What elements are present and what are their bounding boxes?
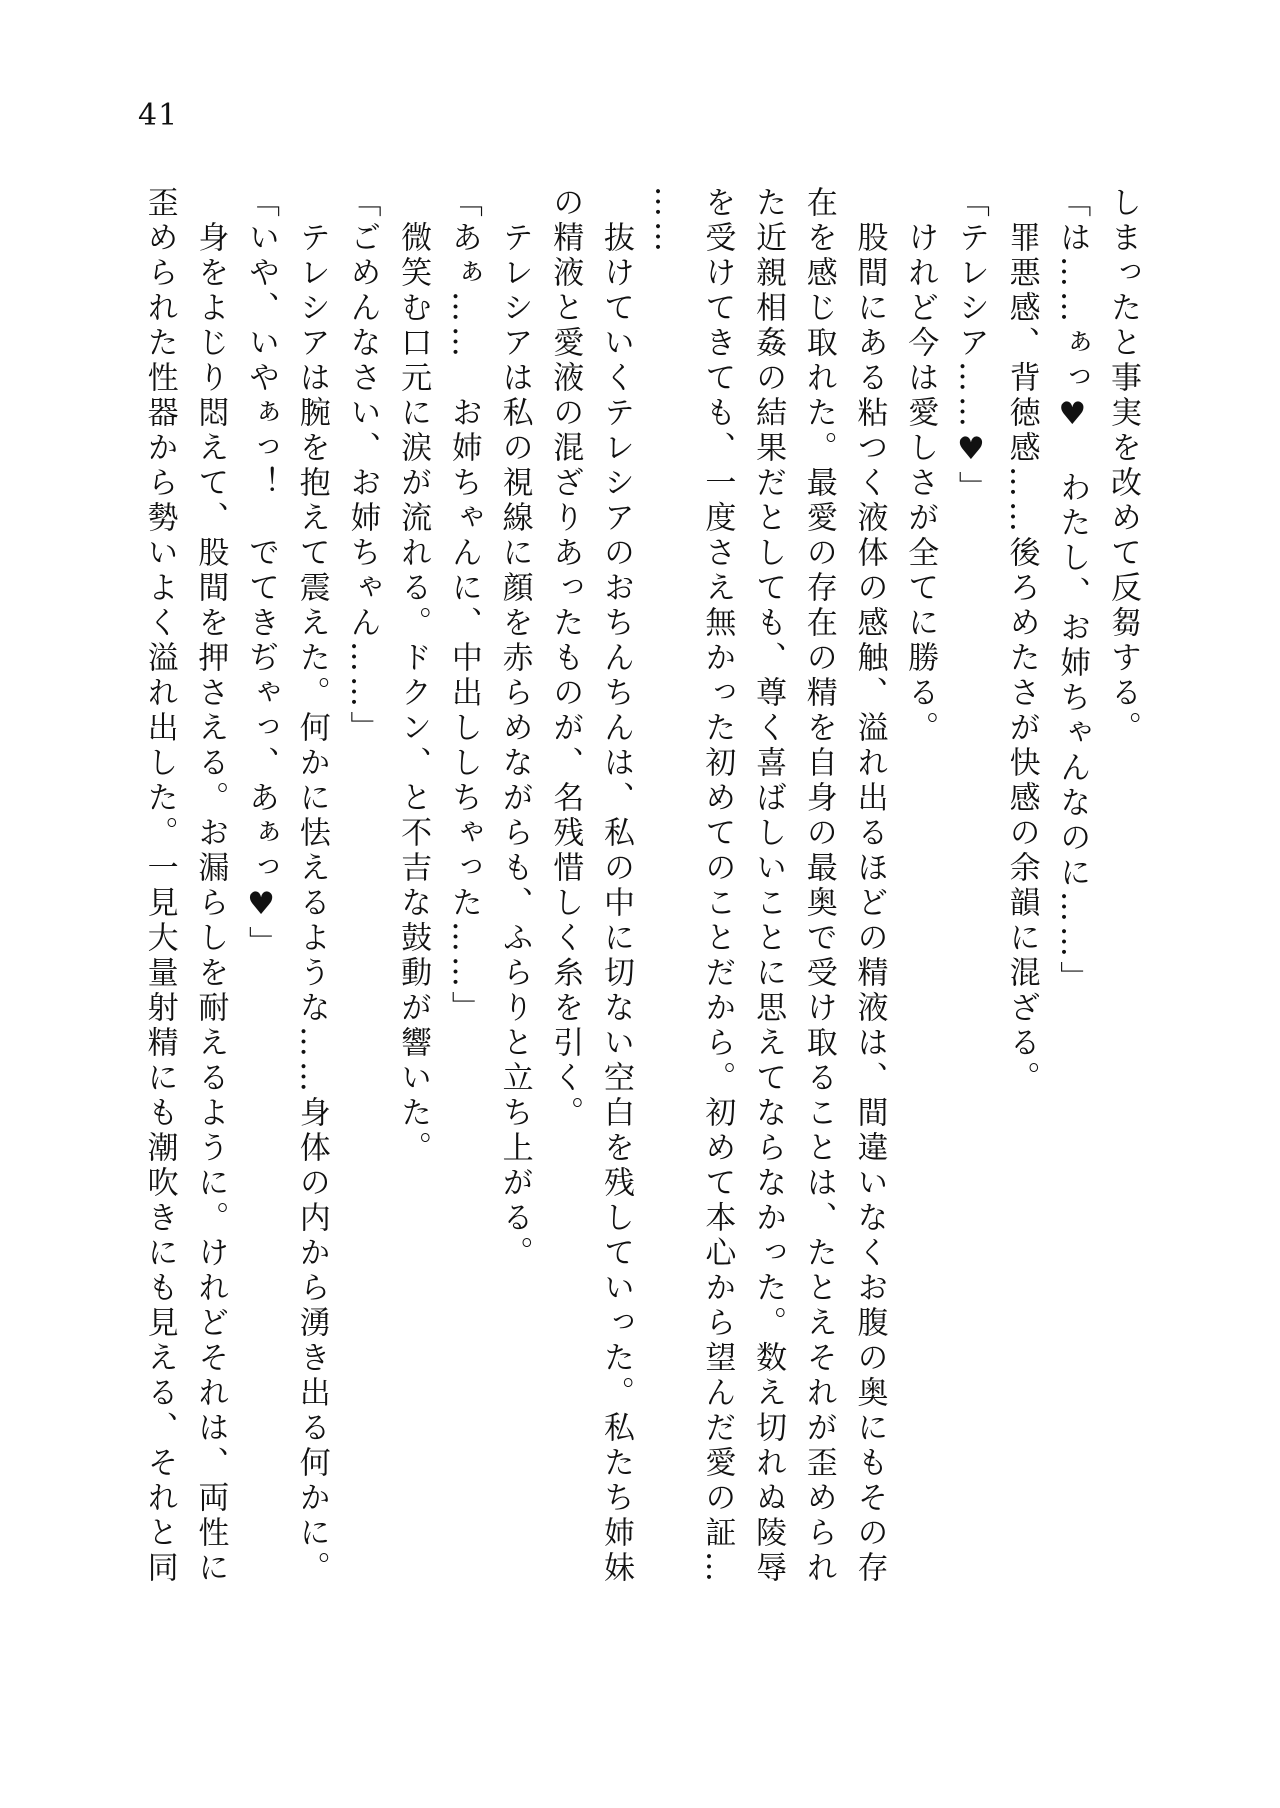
text-column: 抜けていくテレシアのおちんちんは、私の中に切ない空白を残していった。私たち姉妹 <box>597 186 634 1586</box>
text-column: テレシアは私の視線に顔を赤らめながらも、ふらりと立ち上がる。 <box>496 186 533 1271</box>
text-column: の精液と愛液の混ざりあったものが、名残惜しく糸を引く。 <box>547 186 584 1131</box>
text-column: 身をよじり悶えて、股間を押さえる。お漏らしを耐えるように。けれどそれは、両性に <box>192 186 229 1586</box>
text-column: た近親相姦の結果だとしても、尊く喜ばしいことに思えてならなかった。数え切れぬ陵辱 <box>750 186 787 1586</box>
text-column: 微笑む口元に涙が流れる。ドクン、と不吉な鼓動が響いた。 <box>395 186 432 1166</box>
text-column: けれど今は愛しさが全てに勝る。 <box>902 186 939 746</box>
text-column: 歪められた性器から勢いよく溢れ出した。一見大量射精にも潮吹きにも見える、それと同 <box>141 186 178 1586</box>
text-column: テレシアは腕を抱えて震えた。何かに怯えるような……身体の内から湧き出る何かに。 <box>293 186 330 1586</box>
text-column: 「テレシア……♥」 <box>952 186 989 506</box>
text-column: を受けてきても、一度さえ無かった初めてのことだから。初めて本心から望んだ愛の証… <box>699 186 736 1586</box>
text-column: 「は……ぁっ♥ わたし、お姉ちゃんなのに……」 <box>1054 186 1091 996</box>
text-column: 罪悪感、背徳感……後ろめたさが快感の余韻に混ざる。 <box>1003 186 1040 1096</box>
text-column: しまったと事実を改めて反芻する。 <box>1105 186 1141 746</box>
page-number: 41 <box>138 98 179 133</box>
text-column: 在を感じ取れた。最愛の存在の精を自身の最奥で受け取ることは、たとえそれが歪められ <box>800 186 837 1586</box>
text-column: 「あぁ…… お姉ちゃんに、中出ししちゃった……」 <box>445 186 482 1026</box>
text-column: 「ごめんなさい、お姉ちゃん……」 <box>344 186 381 746</box>
text-column: 股間にある粘つく液体の感触、溢れ出るほどの精液は、間違いなくお腹の奥にもその存 <box>851 186 888 1586</box>
text-column: 「いや、いやぁっ！ でてきぢゃっ、あぁっ♥」 <box>243 186 280 961</box>
text-column: …… <box>648 186 685 256</box>
text-block <box>134 186 1148 1586</box>
